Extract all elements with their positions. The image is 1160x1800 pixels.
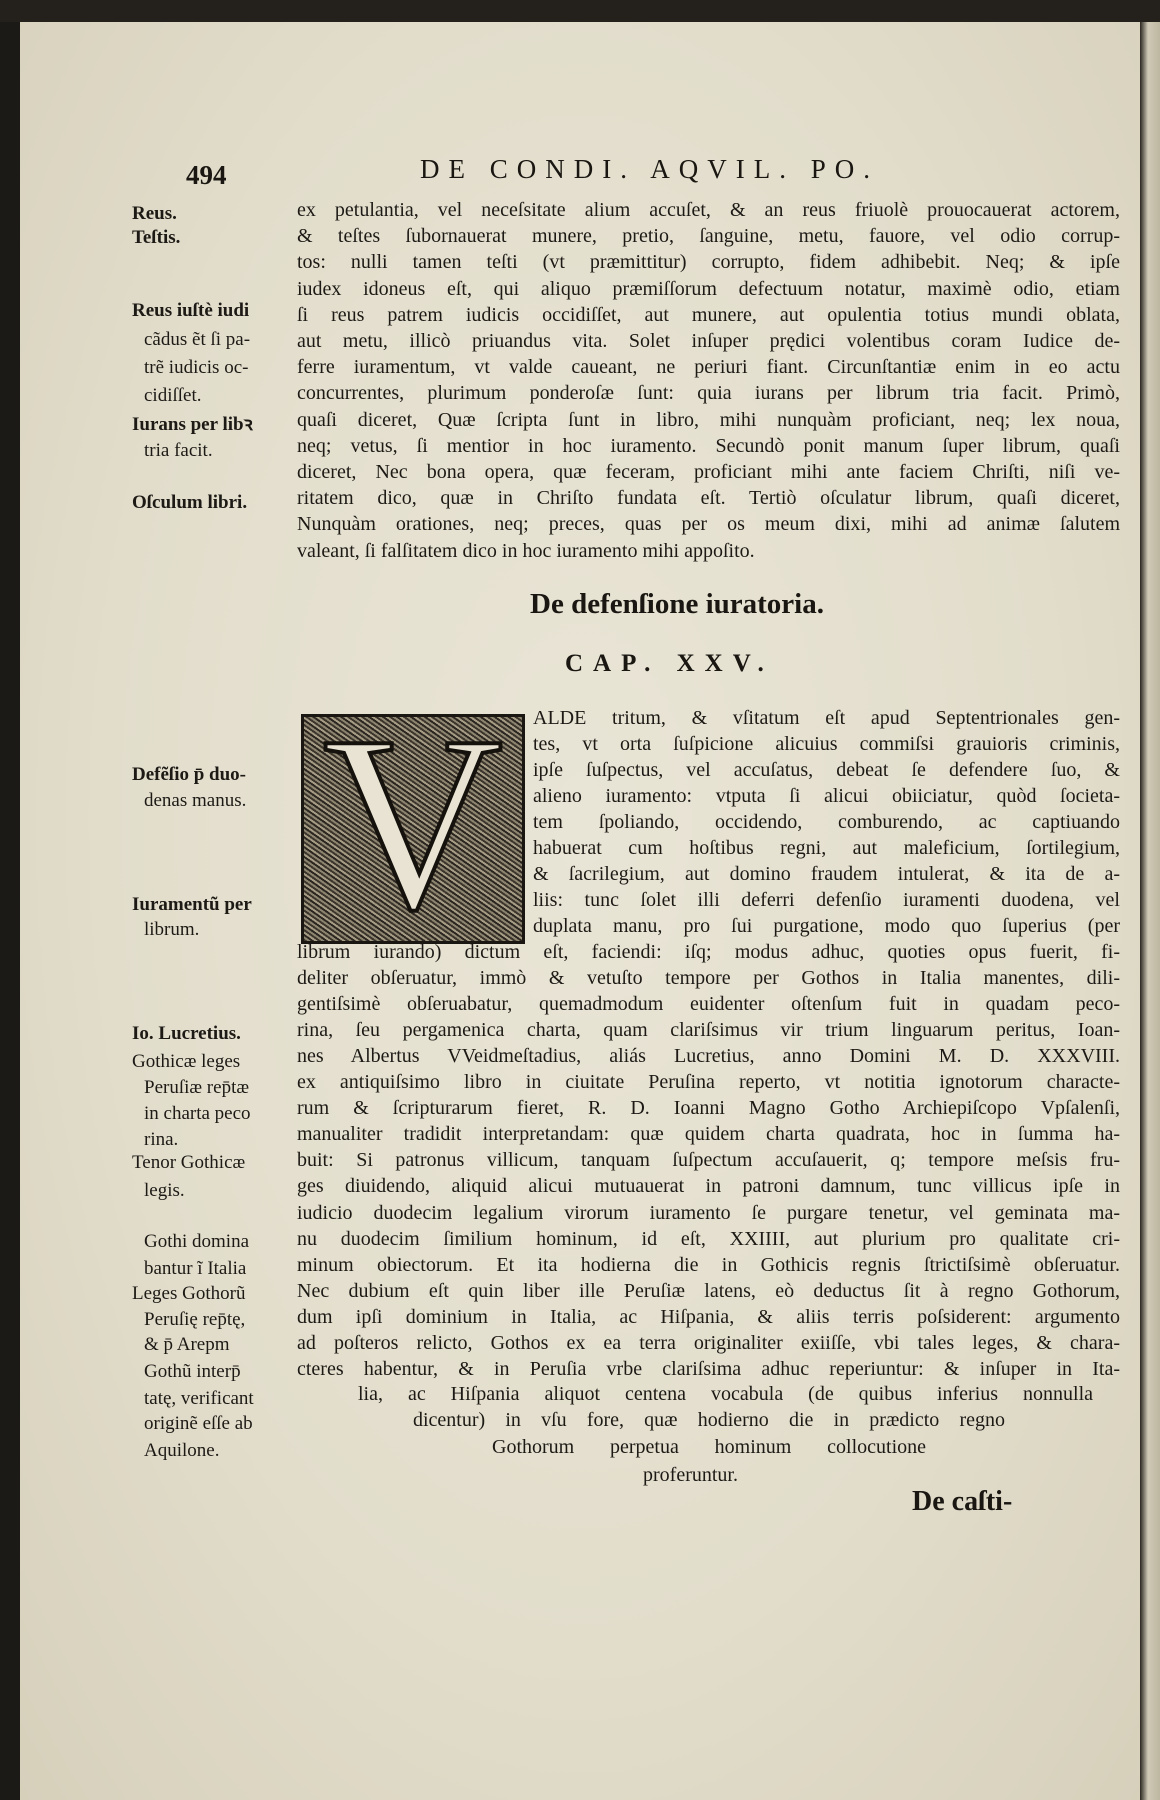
text-line: Gothorum perpetua hominum collocutione <box>492 1436 926 1458</box>
margin-note: cãdus ẽt ſi pa- <box>144 329 251 350</box>
text-line: dum ipſi dominium in Italia, ac Hiſpania, & aliis terris poſsiderent: argumento <box>297 1305 1120 1328</box>
text-line: dicentur) in vſu fore, quæ hodierno die in prædicto regno <box>413 1409 1005 1431</box>
margin-note: Teſtis. <box>132 227 181 248</box>
page-number: 494 <box>186 160 227 190</box>
chapter-number: CAP. XXV. <box>565 650 774 677</box>
text-line: ſi reus patrem iudicis occidiſſet, aut munere, aut opulentia totius mundi oblata, <box>297 303 1120 326</box>
text-line: ges diuidendo, aliquid alicui mutuauerat in patroni damnum, tunc villicus ipſe in <box>297 1175 1120 1198</box>
margin-note: Iuramentũ per <box>132 894 252 915</box>
text-line: quaſi diceret, Quæ ſcripta ſunt in libro, mihi nunquàm proficiant, neq; lex noua, <box>297 408 1120 431</box>
text-line: aut metu, illicò priuandus vita. Solet inſuper prędici volentibus coram Iudice de- <box>297 330 1120 352</box>
margin-note: Gothi domina <box>144 1231 250 1252</box>
text-line: ALDE tritum, & vſitatum eſt apud Septentrionales gen- <box>533 707 1120 729</box>
margin-note: tria facit. <box>144 440 213 461</box>
text-line: gentiſsimè obſeruabatur, quemadmodum euidenter oſtenſum fuit in quadam peco- <box>297 993 1120 1016</box>
text-line: & teſtes ſubornauerat munere, pretio, ſanguine, metu, fauore, vel odio corrup- <box>297 225 1120 248</box>
text-line: ex petulantia, vel neceſsitate alium accuſet, & an reus friuolè prouocauerat actorem, <box>297 199 1120 221</box>
text-line: ferre iuramentum, vt valde caueant, ne periuri fiant. Circunſtantiæ enim in eo actu <box>297 356 1120 379</box>
margin-note: Io. Lucretius. <box>132 1023 241 1044</box>
running-head: DE CONDI. AQVIL. PO. <box>420 154 879 184</box>
margin-note: Defẽſio p̄ duo- <box>132 764 246 785</box>
margin-note: tatę, verificant <box>144 1388 254 1409</box>
margin-note: Gothũ interp̄ <box>144 1361 241 1382</box>
margin-note: Tenor Gothicæ <box>132 1152 246 1173</box>
text-line: iudicio duodecim legalium virorum iuramento ſe purgare tenetur, vel geminata ma- <box>297 1201 1120 1224</box>
text-line: alieno iuramento: vtputa ſi alicui obiiciatur, quòd ſocieta- <box>533 785 1120 807</box>
text-line: buit: Si patronus villicum, tanquam ſuſpectum accuſauerit, q; tempore meſsis fru- <box>297 1149 1120 1172</box>
text-line: Nunquàm orationes, neq; preces, quas per os meum dixi, mihi ad animæ ſalutem <box>297 513 1120 536</box>
margin-note: Aquilone. <box>144 1440 220 1461</box>
margin-note: denas manus. <box>144 790 247 811</box>
margin-note: Iurans per libꝛ <box>132 414 253 435</box>
margin-note: bantur ĩ Italia <box>144 1258 247 1279</box>
margin-note: rina. <box>144 1129 179 1150</box>
scan-top-border <box>0 0 1160 22</box>
section-heading: De defenſione iuratoria. <box>530 588 824 620</box>
text-line: habuerat cum hoſtibus regni, aut maleficium, ſortilegium, <box>533 837 1120 859</box>
text-line: iudex idoneus eſt, qui aliquo præmiſſorum defectuum notatur, maximè odio, etiam <box>297 277 1120 300</box>
text-line: liis: tunc ſolet illi deferri defenſio iuramenti duodena, vel <box>533 889 1120 911</box>
text-line: neq; vetus, ſi mentior in hoc iuramento. Secundò ponit manum ſuper librum, quaſi <box>297 434 1120 457</box>
text-line: ex antiquiſsimo libro in ciuitate Peruſina reperto, vt notitia ignotorum characte- <box>297 1071 1120 1094</box>
margin-note: trẽ iudicis oc- <box>144 357 249 378</box>
text-line: nu duodecim ſimilium hominum, id eſt, XXIIII, aut plurium pro qualitate cri- <box>297 1227 1120 1250</box>
margin-note: in charta peco <box>144 1103 251 1124</box>
text-line: lia, ac Hiſpania aliquot centena vocabula (de quibus inferius nonnulla <box>358 1383 1093 1405</box>
text-line: tos: nulli tamen teſti (vt præmittitur) corrupto, fidem adhibebit. Neq; & ipſe <box>297 251 1120 274</box>
text-line: & ſacrilegium, aut domino fraudem intulerat, & ita de a- <box>533 863 1120 885</box>
text-line: valeant, ſi falſitatem dico in hoc iuramento mihi appoſito. <box>297 539 755 562</box>
margin-note: originẽ eſſe ab <box>144 1413 253 1434</box>
text-line: Nec dubium eſt quin liber ille Peruſiæ latens, eò deductus ſit à regno Gothorum, <box>297 1279 1120 1302</box>
margin-note: Peruſiæ rep̄tæ <box>144 1077 250 1098</box>
text-line: librum iurando) dictum eſt, faciendi: iſq; modus adhuc, quoties opus fuerit, fi- <box>297 941 1120 963</box>
margin-note: Gothicæ leges <box>132 1051 241 1072</box>
text-line: manualiter tradidit interpretandam: quæ quidem charta quadrata, hoc in ſumma ha- <box>297 1123 1120 1146</box>
margin-note: Oſculum libri. <box>132 492 248 513</box>
margin-note: Reus. <box>132 203 177 224</box>
margin-note: Leges Gothorũ <box>132 1283 246 1304</box>
text-line: ad poſteros relicto, Gothos ex ea terra originaliter exiiſſe, vbi tales leges, & chara- <box>297 1331 1120 1354</box>
text-line: deliter obſeruatur, immò & vetuſto tempore per Gothos in Italia manentes, dili- <box>297 967 1120 990</box>
margin-note: & p̄ Arepm <box>144 1334 230 1355</box>
text-line: nes Albertus VVeidmeſtadius, aliás Lucretius, anno Domini M. D. XXXVIII. <box>297 1045 1120 1068</box>
decorated-initial <box>301 685 525 962</box>
catchword: De caſti- <box>912 1486 1013 1517</box>
text-line: tem ſpoliando, occidendo, comburendo, ac captiuando <box>533 811 1120 833</box>
margin-note: Peruſię rep̄tę, <box>144 1309 246 1330</box>
text-line: rina, ſeu pergamenica charta, quam clariſsimus vir trium linguarum peritus, Ioan- <box>297 1019 1120 1042</box>
text-line: tes, vt orta ſuſpicione alicuius commiſsi grauioris criminis, <box>533 733 1120 755</box>
initial-letter: V <box>322 685 504 962</box>
margin-note: cidiſſet. <box>144 385 202 406</box>
text-line: ipſe ſuſpectus, vel accuſatus, debeat ſe defendere ſuo, & <box>533 759 1120 781</box>
text-line: proferuntur. <box>643 1464 738 1486</box>
text-line: cteres habentur, & in Peruſia vrbe clariſsima adhuc reperiuntur: & inſuper in Ita- <box>297 1357 1120 1380</box>
text-line: diceret, Nec bona opera, quæ feceram, proficiant mihi ante faciem Chriſti, niſi ve- <box>297 461 1120 483</box>
margin-note: librum. <box>144 919 200 940</box>
text-line: ritatem dico, quæ in Chriſto fundata eſt. Tertiò oſculatur librum, quaſi diceret, <box>297 487 1120 510</box>
margin-note: Reus iuſtè iudi <box>132 300 250 321</box>
text-line: minum obiectorum. Et ita hodierna die in Gothicis regnis ſtrictiſsimè obſeruatur. <box>297 1253 1120 1276</box>
text-line: rum & ſcripturarum fieret, R. D. Ioanni Magno Gotho Archiepiſcopo Vpſalenſi, <box>297 1097 1120 1120</box>
facing-page-edge <box>1140 22 1160 1800</box>
margin-note: legis. <box>144 1180 185 1201</box>
text-line: concurrentes, plurimum ponderoſæ ſunt: quia iurans per librum tria facit. Primò, <box>297 382 1120 405</box>
text-line: duplata manu, pro ſui purgatione, modo quo ſuperius (per <box>533 915 1120 937</box>
